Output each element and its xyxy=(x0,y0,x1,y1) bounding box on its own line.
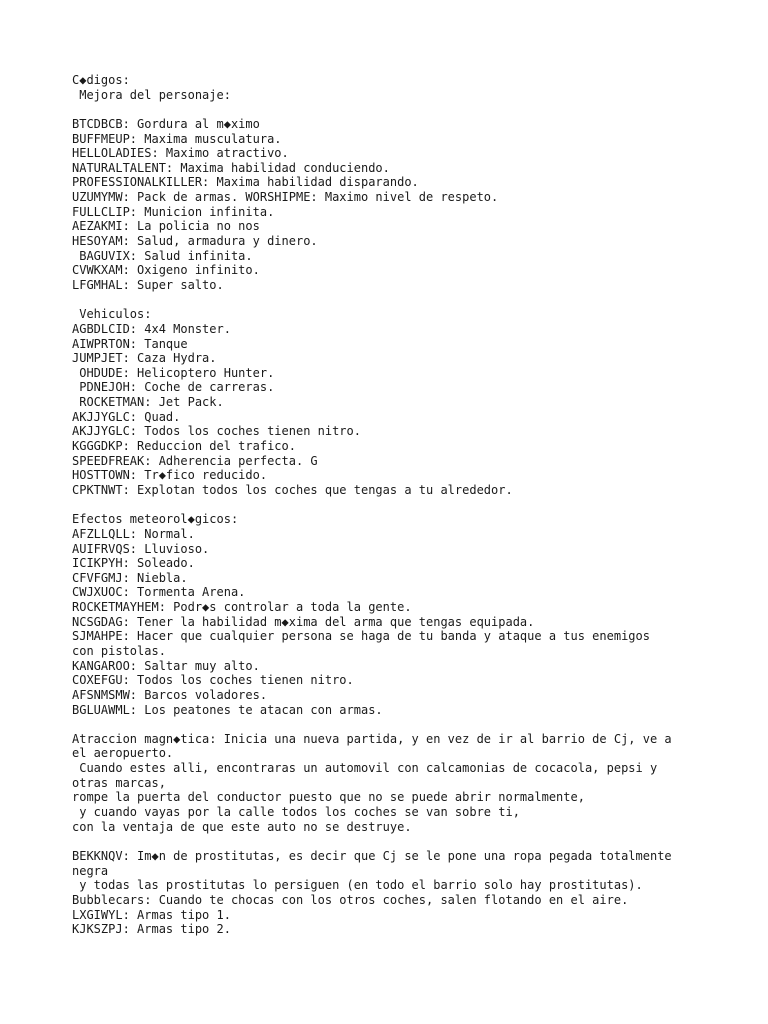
document-body xyxy=(72,73,712,937)
code-line: KGGGDKP: Reduccion del trafico. xyxy=(72,439,296,454)
paragraph-line: el aeropuerto. xyxy=(72,746,174,761)
code-line: BEKKNQV: Im◆n de prostitutas, es decir que Cj se le pone una ropa pegada totalmente xyxy=(72,848,672,863)
code-line: KJKSZPJ: Armas tipo 2. xyxy=(72,922,231,937)
code-line: BTCDBCB: Gordura al m◆ximo xyxy=(72,116,260,131)
code-line: AEZAKMI: La policia no nos xyxy=(72,219,260,234)
code-line: JUMPJET: Caza Hydra. xyxy=(72,351,217,366)
code-line-continuation: y todas las prostitutas lo persiguen (en todo el barrio solo hay prostitutas). xyxy=(72,878,643,893)
code-line: AFSNMSMW: Barcos voladores. xyxy=(72,687,268,702)
paragraph-line: Cuando estes alli, encontraras un automovil con calcamonias de cocacola, pepsi y xyxy=(72,761,658,776)
code-line: SPEEDFREAK: Adherencia perfecta. G xyxy=(72,453,318,468)
code-line: BUFFMEUP: Maxima musculatura. xyxy=(72,131,282,146)
code-line-continuation: con pistolas. xyxy=(72,643,166,658)
text-line: C◆digos: xyxy=(72,73,130,87)
code-line: OHDUDE: Helicoptero Hunter. xyxy=(72,365,275,380)
code-line: PROFESSIONALKILLER: Maxima habilidad disparando. xyxy=(72,175,419,190)
paragraph-line: otras marcas, xyxy=(72,775,166,790)
code-line: NCSGDAG: Tener la habilidad m◆xima del arma que tengas equipada. xyxy=(72,614,535,629)
section-heading: Mejora del personaje: xyxy=(72,87,231,102)
code-line: PDNEJOH: Coche de carreras. xyxy=(72,380,275,395)
code-line: BAGUVIX: Salud infinita. xyxy=(72,248,253,263)
code-line: NATURALTALENT: Maxima habilidad conduciendo. xyxy=(72,160,390,175)
code-line: CFVFGMJ: Niebla. xyxy=(72,570,188,585)
paragraph-line: rompe la puerta del conductor puesto que no se puede abrir normalmente, xyxy=(72,790,585,805)
code-line: CVWKXAM: Oxigeno infinito. xyxy=(72,263,260,278)
code-line: LXGIWYL: Armas tipo 1. xyxy=(72,907,231,922)
code-line-continuation: negra xyxy=(72,863,109,878)
code-line: ROCKETMAYHEM: Podr◆s controlar a toda la gente. xyxy=(72,600,412,615)
code-line: KANGAROO: Saltar muy alto. xyxy=(72,658,260,673)
blank-line xyxy=(72,293,712,308)
code-line: UZUMYMW: Pack de armas. WORSHIPME: Maximo nivel de respeto. xyxy=(72,190,499,205)
section-heading: Vehiculos: xyxy=(72,307,152,322)
code-line: AUIFRVQS: Lluvioso. xyxy=(72,541,210,556)
code-line: HOSTTOWN: Tr◆fico reducido. xyxy=(72,468,268,483)
code-line: FULLCLIP: Municion infinita. xyxy=(72,204,275,219)
paragraph-line: con la ventaja de que este auto no se destruye. xyxy=(72,819,412,834)
code-line: AFZLLQLL: Normal. xyxy=(72,526,195,541)
code-line: ROCKETMAN: Jet Pack. xyxy=(72,395,224,410)
code-line: AIWPRTON: Tanque xyxy=(72,336,188,351)
code-line: COXEFGU: Todos los coches tienen nitro. xyxy=(72,673,354,688)
code-line: AKJJYGLC: Todos los coches tienen nitro. xyxy=(72,424,361,439)
blank-line xyxy=(72,717,712,732)
blank-line xyxy=(72,834,712,849)
paragraph-line: y cuando vayas por la calle todos los coches se van sobre ti, xyxy=(72,805,520,820)
blank-line xyxy=(72,102,712,117)
code-line: LFGMHAL: Super salto. xyxy=(72,277,224,292)
paragraph-line: Atraccion magn◆tica: Inicia una nueva partida, y en vez de ir al barrio de Cj, ve a xyxy=(72,731,672,746)
section-heading: Efectos meteorol◆gicos: xyxy=(72,512,239,527)
code-line: Bubblecars: Cuando te chocas con los otros coches, salen flotando en el aire. xyxy=(72,892,629,907)
code-line: SJMAHPE: Hacer que cualquier persona se haga de tu banda y ataque a tus enemigos xyxy=(72,629,650,644)
code-line: AGBDLCID: 4x4 Monster. xyxy=(72,321,231,336)
blank-line xyxy=(72,498,712,513)
code-line: HELLOLADIES: Maximo atractivo. xyxy=(72,146,289,161)
code-line: AKJJYGLC: Quad. xyxy=(72,409,181,424)
code-line: ICIKPYH: Soleado. xyxy=(72,556,195,571)
code-line: CWJXUOC: Tormenta Arena. xyxy=(72,585,246,600)
code-line: BGLUAWML: Los peatones te atacan con armas. xyxy=(72,702,383,717)
code-line: HESOYAM: Salud, armadura y dinero. xyxy=(72,234,318,249)
code-line: CPKTNWT: Explotan todos los coches que tengas a tu alrededor. xyxy=(72,482,513,497)
